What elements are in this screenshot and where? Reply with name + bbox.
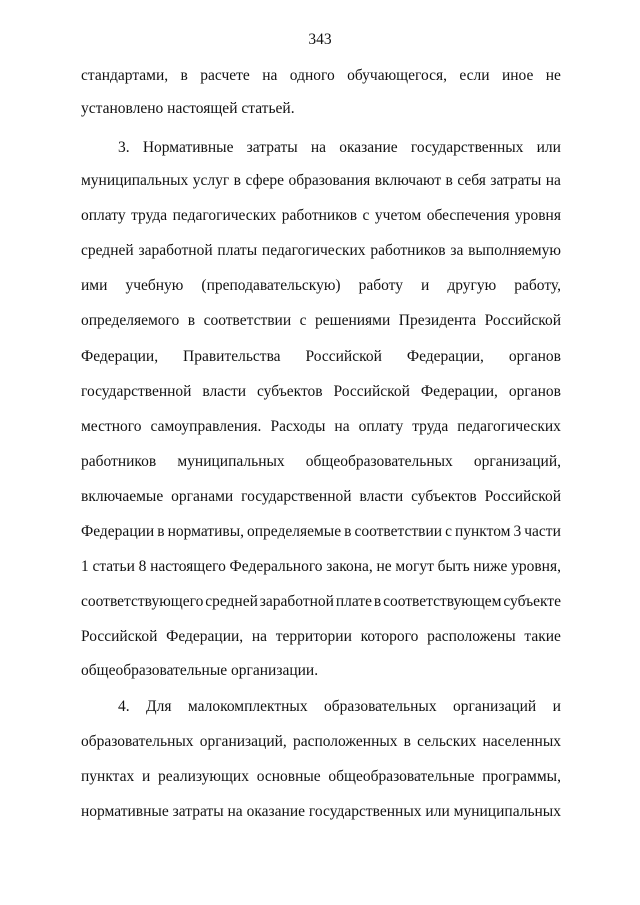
text-line: образовательных организаций, расположенных в сельских населенных [81, 733, 561, 750]
text-line: пунктах и реализующих основные общеобразовательные программы, [81, 768, 561, 785]
text-line: определяемого в соответствии с решениями Президента Российской [81, 312, 561, 329]
text-line: муниципальных услуг в сфере образования включают в себя затраты на [81, 172, 561, 189]
page-number: 343 [308, 31, 332, 48]
text-line: соответствующего средней заработной плате в соответствующем субъекте [81, 593, 561, 610]
text-line: средней заработной платы педагогических работников за выполняемую [81, 242, 561, 259]
text-line: 1 статьи 8 настоящего Федерального закона, не могут быть ниже уровня, [81, 558, 561, 575]
text-line: нормативные затраты на оказание государственных или муниципальных [81, 803, 561, 820]
text-line: ими учебную (преподавательскую) работу и другую работу, [81, 277, 561, 294]
text-line: общеобразовательные организации. [81, 662, 319, 679]
text-line: включаемые органами государственной власти субъектов Российской [81, 488, 561, 505]
text-line: работников муниципальных общеобразовательных организаций, [81, 453, 561, 470]
text-line: установлено настоящей статьей. [81, 100, 295, 117]
text-line: государственной власти субъектов Российской Федерации, органов [81, 383, 561, 400]
text-line: оплату труда педагогических работников с учетом обеспечения уровня [81, 207, 561, 224]
text-line: местного самоуправления. Расходы на оплату труда педагогических [81, 418, 561, 435]
text-line: Федерации в нормативы, определяемые в соответствии с пунктом 3 части [81, 523, 561, 540]
text-line: Федерации, Правительства Российской Федерации, органов [81, 348, 561, 365]
text-line: стандартами, в расчете на одного обучающегося, если иное не [81, 67, 561, 84]
text-line: 3. Нормативные затраты на оказание государственных или [118, 139, 561, 156]
text-line: Российской Федерации, на территории которого расположены такие [81, 628, 561, 645]
text-line: 4. Для малокомплектных образовательных организаций и [118, 698, 561, 715]
